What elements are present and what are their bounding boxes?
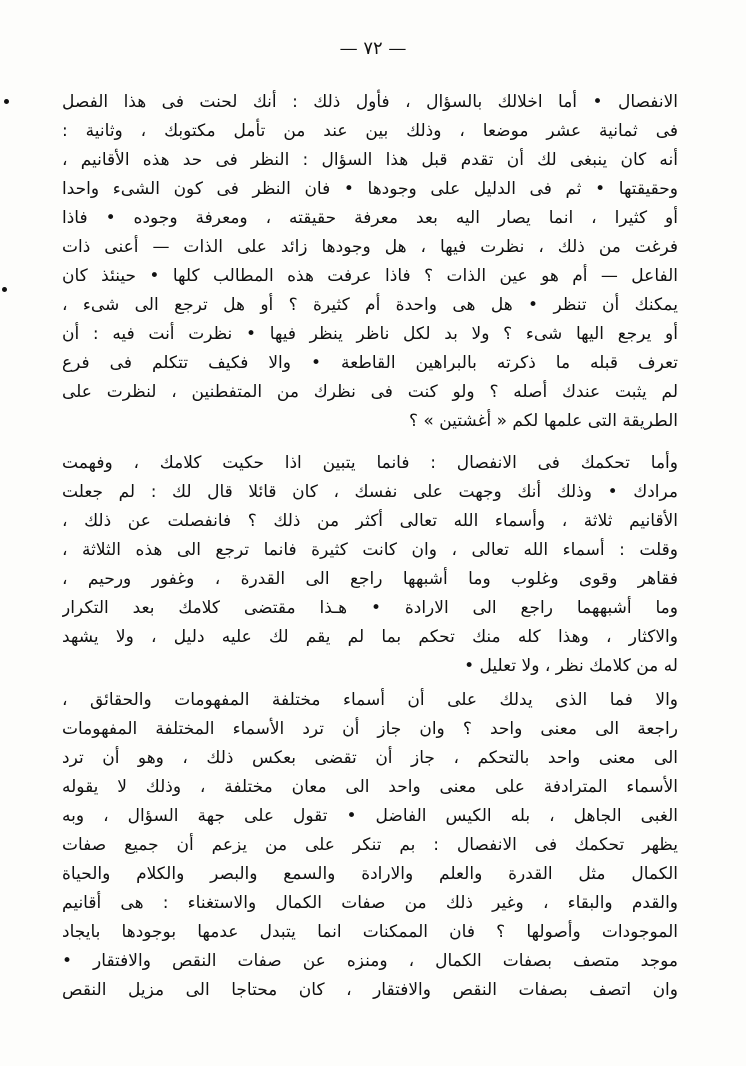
text-line: أنه كان ينبغى لك أن تقدم قبل هذا السؤال : النظر فى حد هذه الأقانيم ، bbox=[62, 150, 678, 170]
text-line: والا فما الذى يدلك على أن أسماء مختلفة المفهومات والحقائق ، bbox=[62, 690, 678, 710]
text-line: وقلت : أسماء الله تعالى ، وان كانت كثيرة فانما ترجع الى هذه الثلاثة ، bbox=[62, 540, 678, 560]
text-line: وأما تحكمك فى الانفصال : فانما يتبين اذا حكيت كلامك ، وفهمت bbox=[62, 453, 678, 473]
text-line: فرغت من ذلك ، نظرت فيها ، هل وجودها زائد على الذات — أعنى ذات bbox=[62, 237, 678, 257]
text-line: فقاهر وقوى وغلوب وما أشبهها راجع الى القدرة ، وغفور ورحيم ، bbox=[62, 569, 678, 589]
text-line: والقدم والبقاء ، وغير ذلك من صفات الكمال والاستغناء : هى أقانيم bbox=[62, 893, 678, 913]
text-line: الفاعل — أم هو عين الذات ؟ فاذا عرفت هذه المطالب كلها • حينئذ كان bbox=[62, 266, 678, 286]
text-line: الى معنى واحد بالتحكم ، جاز أن تقضى بعكس ذلك ، وهو أن ترد bbox=[62, 748, 678, 768]
text-line: الطريقة التى علمها لكم « أغشتين » ؟ bbox=[408, 411, 678, 431]
text-line: الغبى الجاهل ، بله الكيس الفاضل • تقول على جهة السؤال ، وبه bbox=[62, 806, 678, 826]
text-line: مرادك • وذلك أنك وجهت على نفسك ، كان قائلا قال لك : لم جعلت bbox=[62, 482, 678, 502]
text-line: الكمال مثل القدرة والعلم والارادة والسمع والبصر والكلام والحياة bbox=[62, 864, 678, 884]
text-line: له من كلامك نظر ، ولا تعليل • bbox=[464, 656, 678, 676]
text-line: الأسماء المترادفة على معنى واحد الى معان مختلفة ، وذلك لا يقوله bbox=[62, 777, 678, 797]
text-line: يمكنك أن تنظر • هل هى واحدة أم كثيرة ؟ أو هل ترجع الى شىء ، bbox=[62, 295, 678, 315]
paragraph-1 bbox=[62, 88, 678, 436]
margin-mark bbox=[4, 99, 9, 104]
text-line: وان اتصف بصفات النقص والافتقار ، كان محتاجا الى مزيل النقص bbox=[62, 980, 678, 1000]
text-line: تعرف قبله ما ذكرته بالبراهين القاطعة • والا فكيف تتكلم فى فرع bbox=[62, 353, 678, 373]
text-line: الأقانيم ثلاثة ، وأسماء الله تعالى أكثر من ذلك ؟ فانفصلت عن ذلك ، bbox=[62, 511, 678, 531]
text-line: فى ثمانية عشر موضعا ، وذلك بين عند من تأمل مكتوبك ، وثانية : bbox=[62, 121, 678, 141]
text-line: أو كثيرا ، انما يصار اليه بعد معرفة حقيقته ، ومعرفة وجوده • فاذا bbox=[62, 208, 678, 228]
text-line: موجد متصف بصفات الكمال ، ومنزه عن صفات النقص والافتقار • bbox=[62, 951, 678, 971]
text-line: راجعة الى معنى واحد ؟ وان جاز أن ترد الأسماء المختلفة المفهومات bbox=[62, 719, 678, 739]
text-line: وما أشبههما راجع الى الارادة • هـذا مقتضى كلامك بعد التكرار bbox=[62, 598, 678, 618]
text-line: الموجودات وأصولها ؟ فان الممكنات انما يتبدل عدمها بوجودها بايجاد bbox=[62, 922, 678, 942]
paragraph-3 bbox=[62, 686, 678, 1005]
text-line: والاكثار ، وهذا كله منك تحكم بما لم يقم لك عليه دليل ، ولا يشهد bbox=[62, 627, 678, 647]
text-line: وحقيقتها • ثم فى الدليل على وجودها • فان النظر فى كون الشىء واحدا bbox=[62, 179, 678, 199]
paragraph-2 bbox=[62, 449, 678, 681]
text-line: لم يثبت عندك أصله ؟ ولو كنت فى نظرك من المتفطنين ، لنظرت على bbox=[62, 382, 678, 402]
text-line: يظهر تحكمك فى الانفصال : بم تنكر على من يزعم أن جميع صفات bbox=[62, 835, 678, 855]
text-line: أو يرجع اليها شىء ؟ ولا بد لكل ناظر ينظر فيها • نظرت أنت فيه : أن bbox=[62, 324, 678, 344]
margin-mark bbox=[2, 287, 7, 292]
page-number: — ٧٢ — bbox=[339, 38, 407, 59]
text-line: الانفصال • أما اخلالك بالسؤال ، فأول ذلك : أنك لحنت فى هذا الفصل bbox=[62, 92, 678, 112]
